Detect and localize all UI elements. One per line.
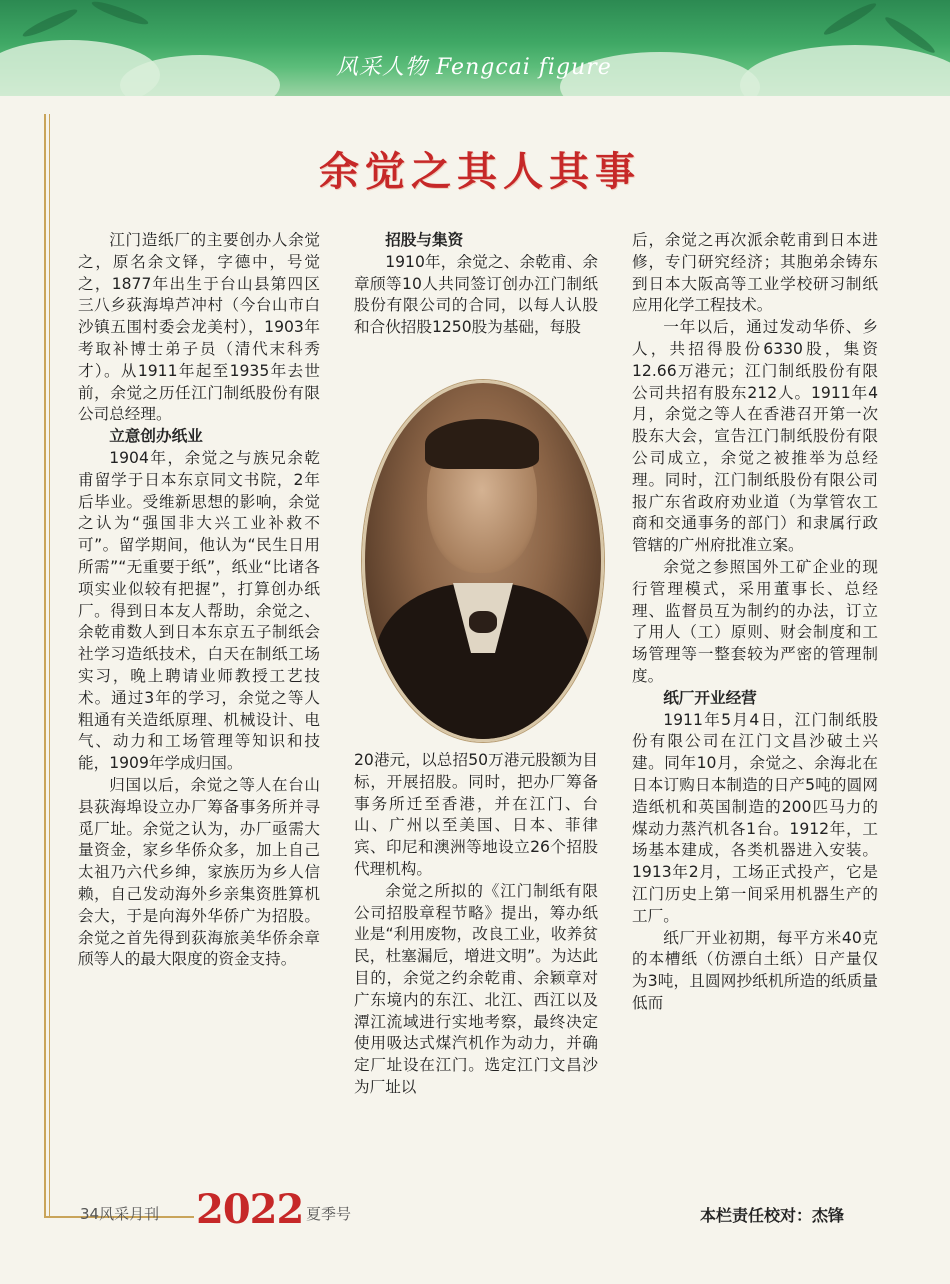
- paragraph: 归国以后，余觉之等人在台山县荻海埠设立办厂筹备事务所并寻觅厂址。余觉之认为，办厂亟需大量资金，家乡华侨众多，加上自己太祖乃六代乡绅，家族历为乡人信赖，自己发动海外乡亲集资胜算机会大，于是向海外华侨广为招股。余觉之首先得到荻海旅美华侨余章颀等人的最大限度的资金支持。: [78, 775, 320, 969]
- portrait-photo: [362, 380, 604, 742]
- section-heading: 纸厂开业经营: [663, 688, 757, 707]
- left-border-rule-inner: [49, 114, 50, 1218]
- issue-year: 2022: [196, 1186, 304, 1233]
- paragraph: 1911年5月4日，江门制纸股份有限公司在江门文昌沙破土兴建。同年10月，余觉之、余海北在日本订购日本制造的日产5吨的圆网造纸机和英国制造的200匹马力的煤动力蒸汽机各1台。1912年，工场基本建成，各类机器进入安装。1913年2月，工场正式投产，它是江门历史上第一间采用机器生产的工厂。: [632, 710, 878, 925]
- paragraph: 1910年，余觉之、余乾甫、余章颀等10人共同签订创办江门制纸股份有限公司的合同，以每人认股和合伙招股1250股为基础，每股: [354, 252, 598, 337]
- section-title: 风采人物 Fengcai figure: [336, 55, 612, 80]
- article-column-2-top: [354, 230, 598, 339]
- paragraph: 20港元，以总招50万港元股额为目标，开展招股。同时，把办厂筹备事务所迁至香港，并在江门、台山、广州以至美国、日本、菲律宾、印尼和澳洲等地设立26个招股代理机构。: [354, 751, 598, 878]
- page-number: 34风采月刊: [80, 1205, 160, 1223]
- section-header-banner: [0, 0, 950, 96]
- article-column-1: [78, 230, 320, 971]
- article-title: 余觉之其人其事: [319, 148, 641, 195]
- section-heading: 立意创办纸业: [109, 427, 203, 446]
- issue-season: 夏季号: [306, 1205, 352, 1223]
- editor-credit: 本栏责任校对：杰锋: [700, 1206, 845, 1225]
- section-heading: 招股与集资: [385, 231, 464, 249]
- paragraph: 1904年，余觉之与族兄余乾甫留学于日本东京同文书院，2年后毕业。受维新思想的影响，余觉之认为“强国非大兴工业补救不可”。留学期间，他认为“民生日用所需”“无重要于纸”，纸业“比诸各项实业似较有把握”，打算创办纸厂。得到日本友人帮助，余觉之、余乾甫数人到日本东京五子制纸会社学习造纸技术，白天在制纸工场实习，晚上聘请业师教授工艺技术。通过3年的学习，余觉之等人粗通有关造纸原理、机械设计、电气、动力和工场管理等知识和技能，1909年学成归国。: [78, 448, 320, 773]
- paragraph: 余觉之所拟的《江门制纸有限公司招股章程节略》提出，筹办纸业是“利用废物，改良工业，收养贫民，杜塞漏卮，增进文明”。为达此目的，余觉之约余乾甫、余颖章对广东境内的东江、北江、西江以及潭江流域进行实地考察，最终决定使用吸达式煤汽机作为动力，并确定厂址设在江门。选定江门文昌沙为厂址以: [354, 881, 598, 1096]
- left-border-rule: [44, 114, 46, 1218]
- paragraph: 纸厂开业初期，每平方米40克的本槽纸（仿漂白土纸）日产量仅为3吨，且圆网抄纸机所造的纸质量低而: [632, 928, 878, 1012]
- paragraph: 后，余觉之再次派余乾甫到日本进修，专门研究经济；其胞弟余铸东到日本大阪高等工业学校研习制纸应用化学工程技术。: [632, 231, 878, 315]
- paragraph: 余觉之参照国外工矿企业的现行管理模式，采用董事长、总经理、监督员互为制约的办法，订立了用人（工）原则、财会制度和工场管理等一整套较为严密的管理制度。: [632, 557, 878, 685]
- article-column-3: [632, 230, 878, 1015]
- article-column-2-bottom: [354, 750, 598, 1099]
- paragraph: 一年以后，通过发动华侨、乡人，共招得股份6330股，集资12.66万港元；江门制纸股份有限公司共招有股东212人。1911年4月，余觉之等人在香港召开第一次股东大会，宣告江门制纸股份有限公司成立，余觉之被推举为总经理。同时，江门制纸股份有限公司报广东省政府劝业道（为掌管农工商和交通事务的部门）和隶属行政管辖的广州府批准立案。: [632, 318, 878, 555]
- paragraph: 江门造纸厂的主要创办人余觉之，原名余文铎，字德中，号觉之，1877年出生于台山县第四区三八乡荻海埠芦冲村（今台山市白沙镇五围村委会龙美村），1903年考取补博士弟子员（清代末科秀才）。从1911年起至1935年去世前，余觉之历任江门制纸股份有限公司总经理。: [78, 231, 320, 424]
